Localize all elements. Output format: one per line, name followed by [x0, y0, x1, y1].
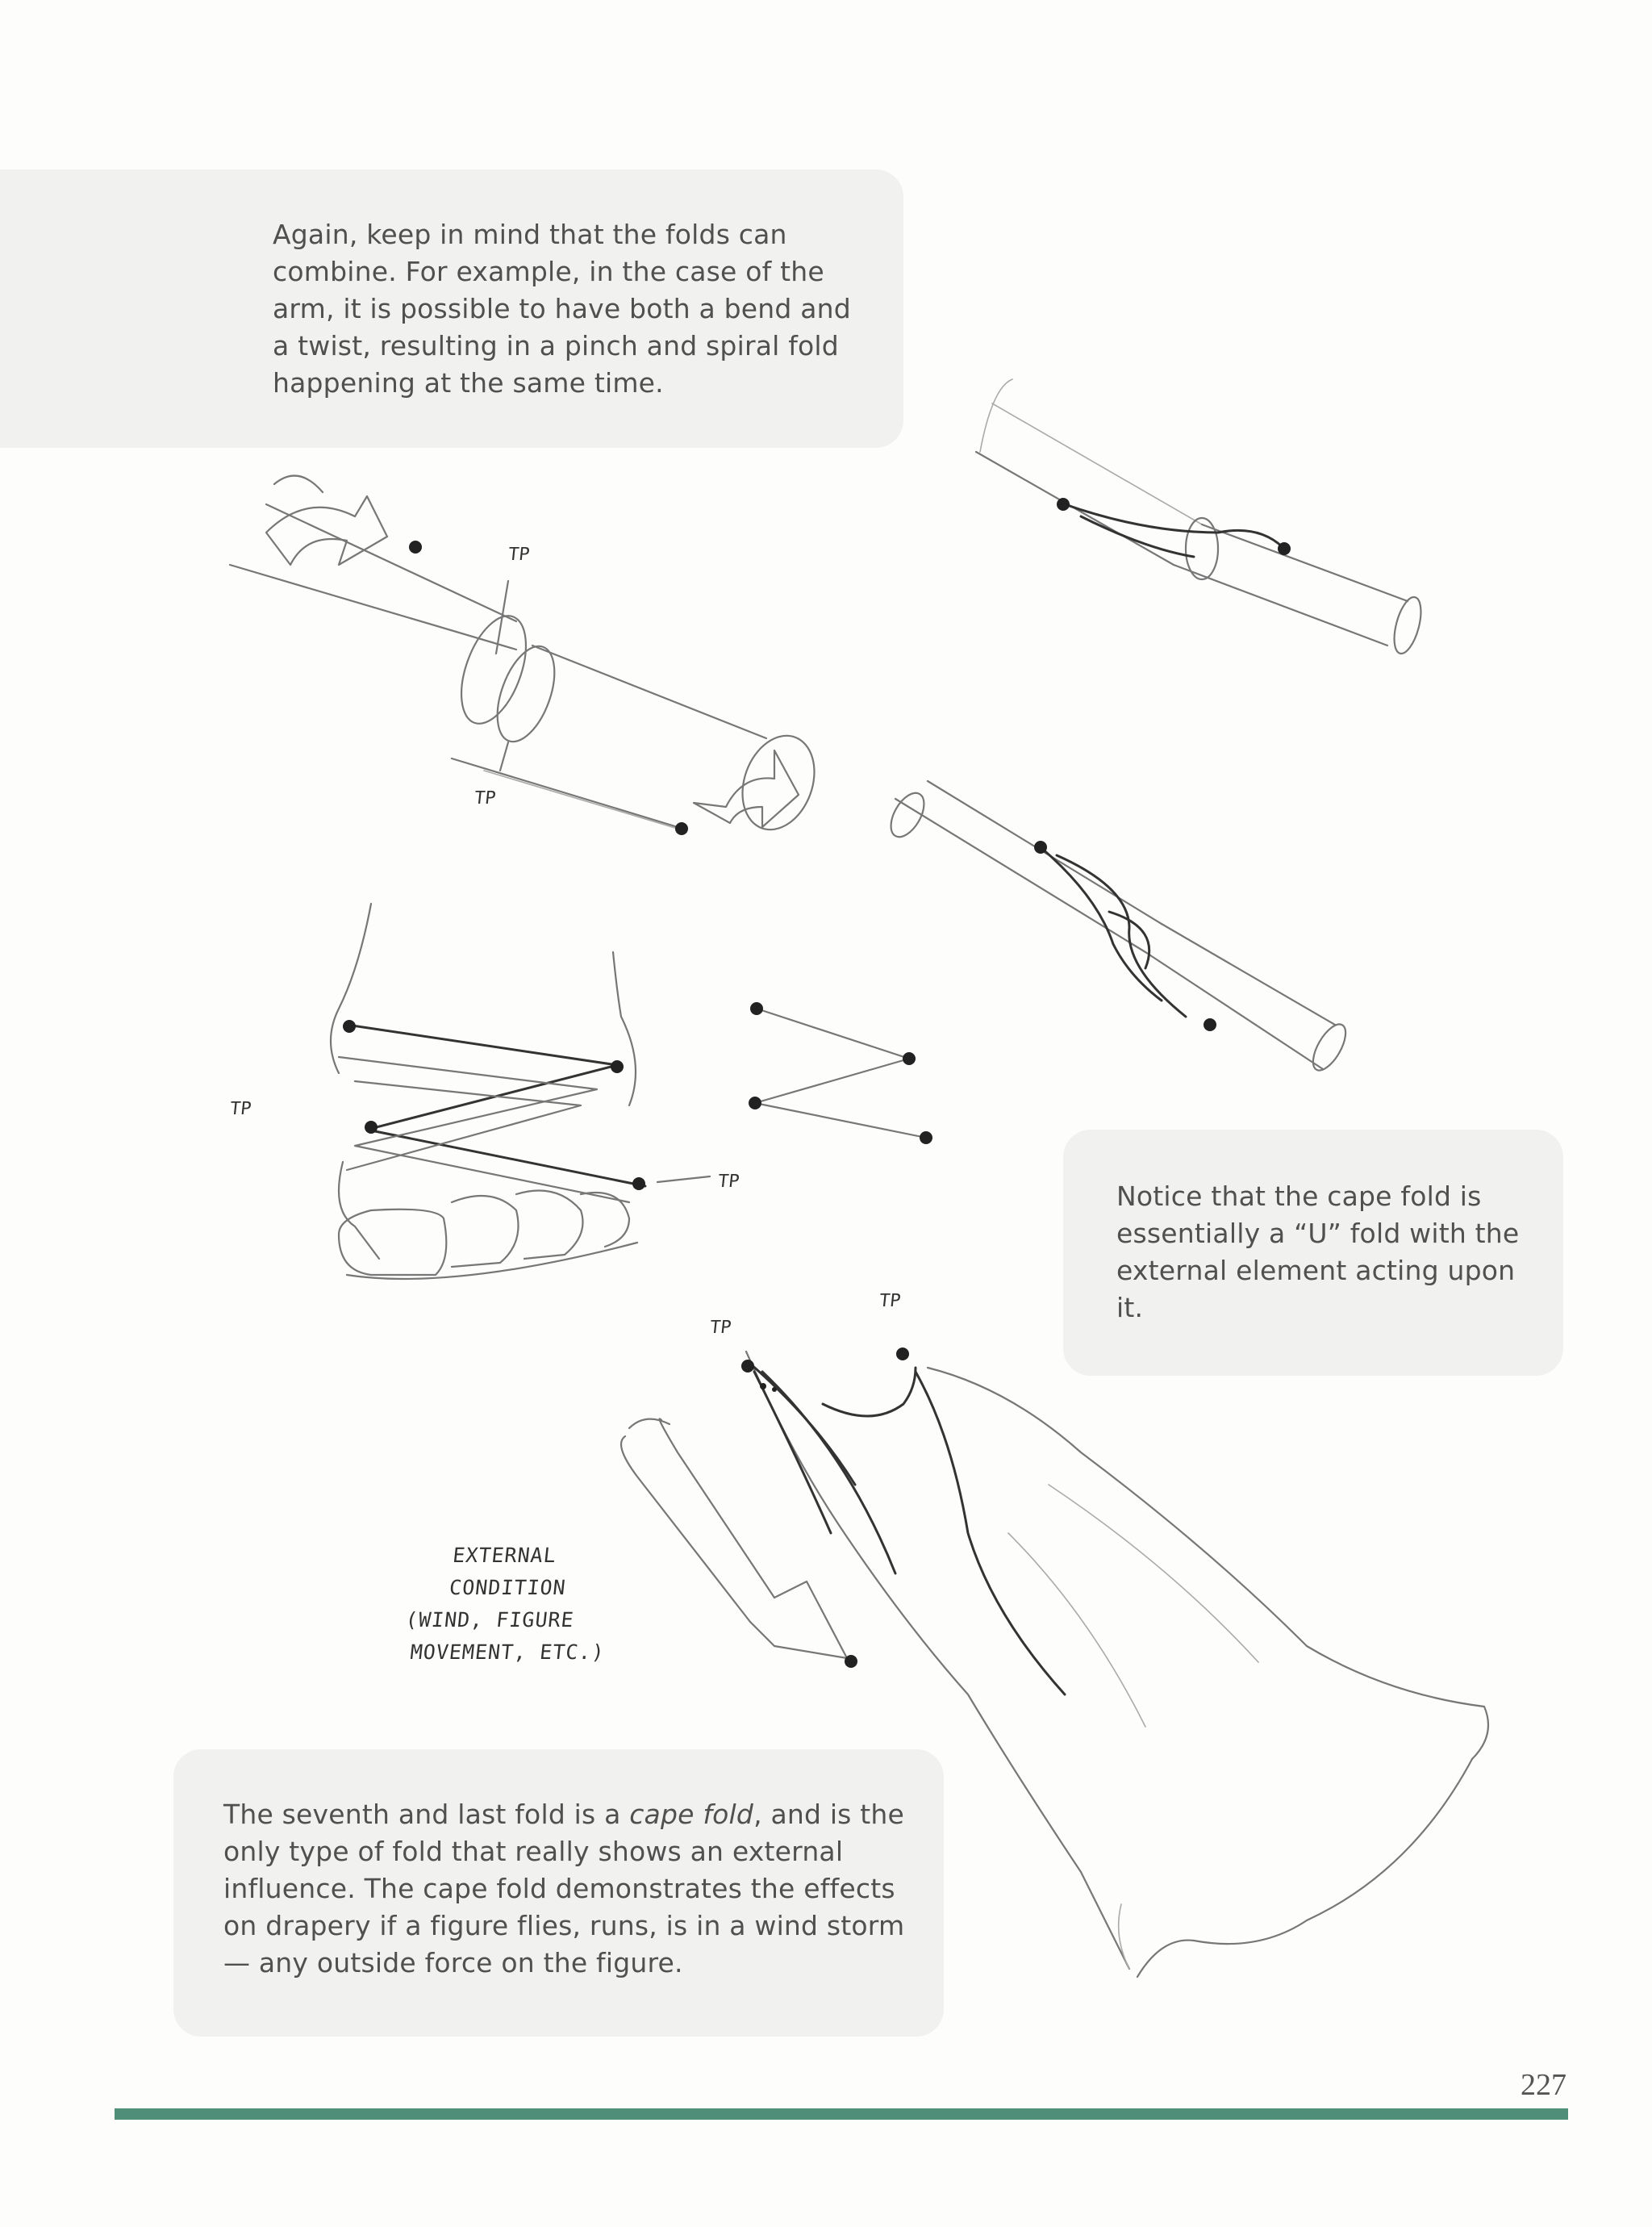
cape-fold-term: cape fold [629, 1799, 754, 1830]
dot-line-diagram [749, 1002, 932, 1144]
footer-rule [115, 2108, 1568, 2120]
pinch-fold-sketch [976, 379, 1426, 656]
tp-label: TP [507, 545, 531, 565]
arm-twist-sketch [230, 476, 827, 840]
tp-label: TP [228, 1099, 252, 1119]
tp-label: TP [716, 1172, 740, 1192]
cape-u-fold-note-text: Notice that the cape fold is essentially a “U” fold with the external element acting upon it. [1116, 1180, 1520, 1323]
page-number: 227 [1521, 2068, 1566, 2102]
tp-label: TP [473, 788, 497, 808]
zigzag-fold-sketch [331, 904, 710, 1279]
cape-fold-sketch [621, 1347, 1488, 1977]
spiral-fold-sketch [884, 781, 1352, 1076]
external-condition-label: EXTERNAL CONDITION (WIND, FIGURE MOVEMENT, ETC.) [404, 1544, 607, 1664]
top-note-text: Again, keep in mind that the folds can combine. For example, in the case of the arm, it is possible to have both a bend and a twist, resulting in a pinch and spiral fold happening at the same time. [273, 219, 851, 399]
cape-fold-note-text: The seventh and last fold is a cape fold, and is the only type of fold that really shows an external influence. The cape fold demonstrates the effects on drapery if a figure flies, runs, is in a wind storm — any outside force on the figure. [223, 1799, 905, 1978]
tp-label: TP [708, 1318, 732, 1338]
tp-label: TP [878, 1291, 902, 1311]
